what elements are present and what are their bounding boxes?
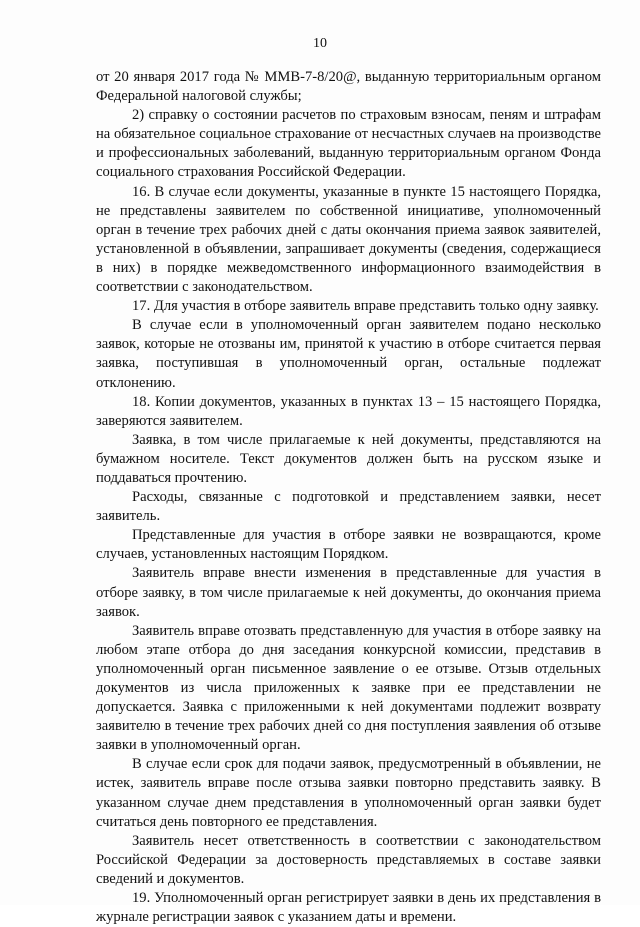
- paragraph: 16. В случае если документы, указанные в пункте 15 настоящего Порядка, не представлены заявителем по собственной инициативе, уполномоченный орган в течение трех рабочих дней с даты окончания приема заявок заявителей, установленной в объявлении, запрашивает документы (сведения, содержащиеся в них) в порядке межведомственного информационного взаимодействия в соответствии с законодательством.: [96, 183, 601, 296]
- paragraph: Заявка, в том числе прилагаемые к ней документы, представляются на бумажном носителе. Текст документов должен быть на русском языке и поддаваться прочтению.: [96, 431, 601, 486]
- document-body: [96, 68, 601, 927]
- paragraph: 2) справку о состоянии расчетов по страховым взносам, пеням и штрафам на обязательное социальное страхование от несчастных случаев на производстве и профессиональных заболеваний, выданную территориальным органом Фонда социального страхования Российской Федерации.: [96, 107, 601, 181]
- paragraph: Расходы, связанные с подготовкой и представлением заявки, несет заявитель.: [96, 489, 601, 525]
- page-number: 10: [313, 36, 327, 51]
- paragraph: Заявитель вправе внести изменения в представленные для участия в отборе заявку, в том числе прилагаемые к ней документы, до окончания приема заявок.: [96, 565, 601, 620]
- paragraph: 19. Уполномоченный орган регистрирует заявки в день их представления в журнале регистрации заявок с указанием даты и времени.: [96, 890, 601, 926]
- paragraph: Заявитель несет ответственность в соответствии с законодательством Российской Федерации за достоверность представляемых в составе заявки сведений и документов.: [96, 832, 601, 887]
- paragraph: В случае если в уполномоченный орган заявителем подано несколько заявок, которые не отозваны им, принятой к участию в отборе считается первая заявка, поступившая в уполномоченный орган, остальные подлежат отклонению.: [96, 317, 601, 391]
- paragraph: Представленные для участия в отборе заявки не возвращаются, кроме случаев, установленных настоящим Порядком.: [96, 527, 601, 563]
- paragraph: Заявитель вправе отозвать представленную для участия в отборе заявку на любом этапе отбора до дня заседания конкурсной комиссии, представив в уполномоченный орган письменное заявление о ее отзыве. Отзыв отдельных документов из числа приложенных к заявке при ее представлении не допускается. Заявка с приложенными к ней документами подлежит возврату заявителю в течение трех рабочих дней со дня поступления заявления об отзыве заявки в уполномоченный орган.: [96, 622, 601, 754]
- paragraph: от 20 января 2017 года № ММВ-7-8/20@, выданную территориальным органом Федеральной налоговой службы;: [96, 69, 601, 105]
- paragraph: 18. Копии документов, указанных в пунктах 13 – 15 настоящего Порядка, заверяются заявителем.: [96, 393, 601, 429]
- paragraph: В случае если срок для подачи заявок, предусмотренный в объявлении, не истек, заявитель вправе после отзыва заявки повторно представить заявку. В указанном случае днем представления в уполномоченный орган заявки будет считаться день повторного ее представления.: [96, 756, 601, 830]
- paragraph: 17. Для участия в отборе заявитель вправе представить только одну заявку.: [132, 298, 599, 315]
